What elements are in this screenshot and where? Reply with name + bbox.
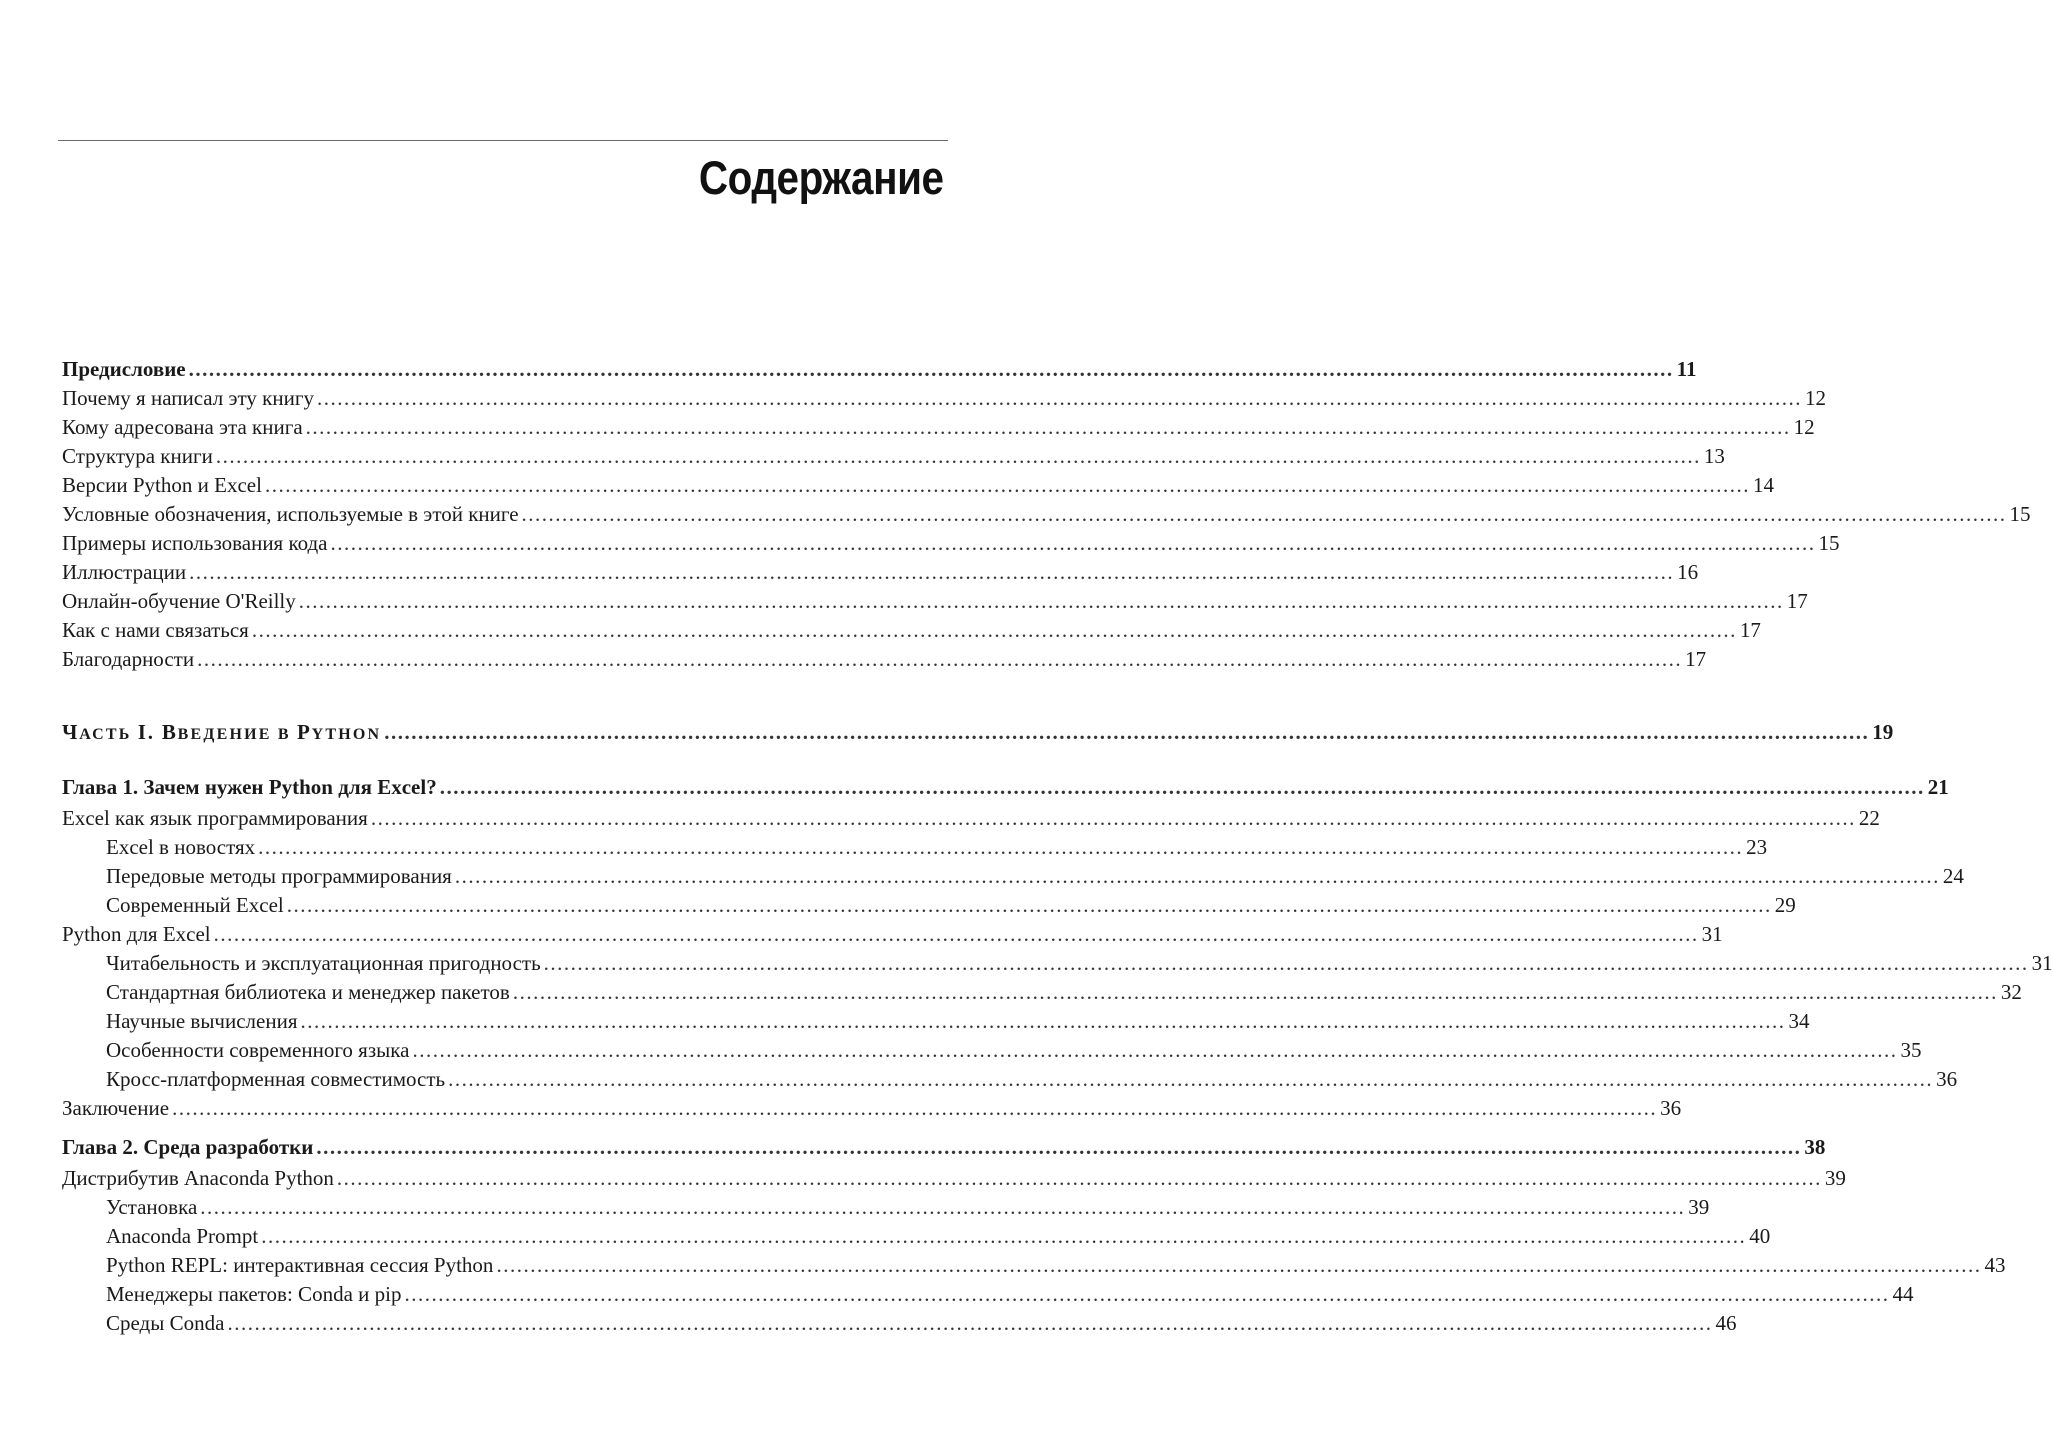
toc-entry-page: 16 xyxy=(1677,560,1699,584)
toc-entry-preface[interactable] xyxy=(62,355,1697,384)
toc-entry-title: Научные вычисления xyxy=(106,1009,298,1033)
toc-entry-title: Онлайн-обучение O'Reilly xyxy=(62,589,296,613)
dot-leader: ............................................................................................................................................................................................................................ xyxy=(330,531,1816,555)
toc-entry-title: Среды Conda xyxy=(106,1311,225,1335)
toc-entry-page: 14 xyxy=(1752,473,1774,497)
toc-entry-page: 43 xyxy=(1984,1253,2006,1277)
dot-leader: ............................................................................................................................................................................................................................ xyxy=(454,864,1940,888)
toc-entry-page: 17 xyxy=(1786,589,1808,613)
toc-entry-page: 38 xyxy=(1804,1135,1826,1159)
dot-leader: ............................................................................................................................................................................................................................ xyxy=(521,502,2007,526)
toc-entry-page: 39 xyxy=(1688,1195,1710,1219)
toc-entry-page: 36 xyxy=(1936,1067,1958,1091)
toc-entry-title: Предисловие xyxy=(62,357,186,381)
toc-entry-title: Excel как язык программирования xyxy=(62,806,368,830)
toc-entry-title: Дистрибутив Anaconda Python xyxy=(62,1166,334,1190)
dot-leader: ............................................................................................................................................................................................................................ xyxy=(261,1224,1747,1248)
toc-entry-title: Передовые методы программирования xyxy=(106,864,452,888)
dot-leader: ............................................................................................................................................................................................................................ xyxy=(336,1166,1822,1190)
toc-entry[interactable] xyxy=(62,1065,1958,1094)
toc-entry[interactable] xyxy=(62,1222,1771,1251)
toc-entry-page: 35 xyxy=(1900,1038,1922,1062)
toc-entry-chapter-2[interactable] xyxy=(62,1130,1826,1164)
toc-entry-page: 12 xyxy=(1804,386,1826,410)
toc-entry-page: 31 xyxy=(2031,951,2053,975)
toc-entry[interactable] xyxy=(62,529,1840,558)
toc-entry-title: Python REPL: интерактивная сессия Python xyxy=(106,1253,494,1277)
toc-entry-title: Стандартная библиотека и менеджер пакетов xyxy=(106,980,510,1004)
toc-entry-title: Современный Excel xyxy=(106,893,284,917)
toc-entry[interactable] xyxy=(62,891,1796,920)
toc-entry-title: Anaconda Prompt xyxy=(106,1224,259,1248)
dot-leader: ............................................................................................................................................................................................................................ xyxy=(227,1311,1713,1335)
toc-entry[interactable] xyxy=(62,920,1723,949)
dot-leader: ............................................................................................................................................................................................................................ xyxy=(264,473,1750,497)
toc-entry-page: 17 xyxy=(1685,647,1707,671)
toc-entry-page: 40 xyxy=(1749,1224,1771,1248)
toc-entry[interactable] xyxy=(62,1193,1710,1222)
dot-leader: ............................................................................................................................................................................................................................ xyxy=(251,618,1737,642)
toc-entry[interactable] xyxy=(62,616,1761,645)
toc-entry-title: Глава 1. Зачем нужен Python для Excel? xyxy=(62,775,437,799)
dot-leader: ............................................................................................................................................................................................................................ xyxy=(512,980,1998,1004)
toc-entry-title: Как с нами связаться xyxy=(62,618,249,642)
toc-entry[interactable] xyxy=(62,1036,1922,1065)
dot-leader: ............................................................................................................................................................................................................................ xyxy=(370,806,1856,830)
toc-entry[interactable] xyxy=(62,645,1707,674)
toc-entry-title: Кросс-платформенная совместимость xyxy=(106,1067,446,1091)
toc-entry-title: Особенности современного языка xyxy=(106,1038,410,1062)
toc-entry-title: Глава 2. Среда разработки xyxy=(62,1135,314,1159)
dot-leader: ............................................................................................................................................................................................................................ xyxy=(412,1038,1898,1062)
toc-entry-title: Иллюстрации xyxy=(62,560,187,584)
toc-entry-page: 32 xyxy=(2000,980,2022,1004)
dot-leader: ............................................................................................................................................................................................................................ xyxy=(298,589,1784,613)
dot-leader: ............................................................................................................................................................................................................................ xyxy=(496,1253,1982,1277)
toc-entry-page: 11 xyxy=(1676,357,1697,381)
dot-leader: ............................................................................................................................................................................................................................ xyxy=(197,647,1683,671)
dot-leader: ............................................................................................................................................................................................................................ xyxy=(384,720,1870,744)
toc-entry-page: 31 xyxy=(1701,922,1723,946)
toc-entry[interactable] xyxy=(62,862,1964,891)
dot-leader: ............................................................................................................................................................................................................................ xyxy=(215,444,1701,468)
dot-leader: ............................................................................................................................................................................................................................ xyxy=(316,1135,1802,1159)
toc-entry-title: Заключение xyxy=(62,1096,170,1120)
toc-entry-title: Python для Excel xyxy=(62,922,211,946)
toc-entry-page: 29 xyxy=(1774,893,1796,917)
toc-entry-title: Почему я написал эту книгу xyxy=(62,386,314,410)
toc-entry-page: 34 xyxy=(1788,1009,1810,1033)
toc-entry[interactable] xyxy=(62,1094,1682,1123)
toc-entry-title: Менеджеры пакетов: Conda и pip xyxy=(106,1282,402,1306)
table-of-contents xyxy=(62,355,2053,1338)
dot-leader: ............................................................................................................................................................................................................................ xyxy=(188,357,1674,381)
toc-entry-part-1[interactable] xyxy=(62,715,1894,749)
dot-leader: ............................................................................................................................................................................................................................ xyxy=(448,1067,1934,1091)
dot-leader: ............................................................................................................................................................................................................................ xyxy=(189,560,1675,584)
toc-entry-page: 23 xyxy=(1746,835,1768,859)
dot-leader: ............................................................................................................................................................................................................................ xyxy=(439,775,1925,799)
toc-entry-page: 19 xyxy=(1872,720,1894,744)
toc-entry-page: 46 xyxy=(1715,1311,1737,1335)
toc-entry-title: Версии Python и Excel xyxy=(62,473,262,497)
toc-entry-page: 24 xyxy=(1942,864,1964,888)
toc-entry-page: 39 xyxy=(1824,1166,1846,1190)
dot-leader: ............................................................................................................................................................................................................................ xyxy=(213,922,1699,946)
toc-entry-title: Благодарности xyxy=(62,647,195,671)
toc-entry-page: 44 xyxy=(1892,1282,1914,1306)
toc-entry-title: Условные обозначения, используемые в этой книге xyxy=(62,502,519,526)
toc-entry[interactable] xyxy=(62,949,2053,978)
toc-entry-title: Установка xyxy=(106,1195,198,1219)
toc-entry[interactable] xyxy=(62,1007,1810,1036)
toc-entry-page: 12 xyxy=(1793,415,1815,439)
toc-entry[interactable] xyxy=(62,442,1725,471)
toc-entry-page: 21 xyxy=(1927,775,1949,799)
page-title: Содержание xyxy=(699,151,944,204)
dot-leader: ............................................................................................................................................................................................................................ xyxy=(300,1009,1786,1033)
toc-entry[interactable] xyxy=(62,1164,1846,1193)
dot-leader: ............................................................................................................................................................................................................................ xyxy=(316,386,1802,410)
toc-entry-page: 13 xyxy=(1703,444,1725,468)
toc-entry-title: Читабельность и эксплуатационная пригодность xyxy=(106,951,541,975)
toc-entry-title: Примеры использования кода xyxy=(62,531,328,555)
dot-leader: ............................................................................................................................................................................................................................ xyxy=(543,951,2029,975)
toc-entry[interactable] xyxy=(62,804,1880,833)
dot-leader: ............................................................................................................................................................................................................................ xyxy=(172,1096,1658,1120)
toc-entry[interactable] xyxy=(62,587,1808,616)
toc-entry[interactable] xyxy=(62,500,2031,529)
dot-leader: ............................................................................................................................................................................................................................ xyxy=(286,893,1772,917)
toc-entry[interactable] xyxy=(62,833,1768,862)
toc-entry[interactable] xyxy=(62,471,1774,500)
dot-leader: ............................................................................................................................................................................................................................ xyxy=(305,415,1791,439)
toc-entry[interactable] xyxy=(62,413,1815,442)
toc-entry-page: 22 xyxy=(1858,806,1880,830)
toc-entry[interactable] xyxy=(62,384,1826,413)
toc-entry-page: 15 xyxy=(2009,502,2031,526)
toc-entry-page: 36 xyxy=(1660,1096,1682,1120)
toc-entry-title: Excel в новостях xyxy=(106,835,256,859)
toc-entry-title: Структура книги xyxy=(62,444,213,468)
dot-leader: ............................................................................................................................................................................................................................ xyxy=(200,1195,1686,1219)
toc-entry-title: ЧАСТЬ I. ВВЕДЕНИЕ В PYTHON xyxy=(62,720,382,744)
toc-entry[interactable] xyxy=(62,978,2022,1007)
dot-leader: ............................................................................................................................................................................................................................ xyxy=(404,1282,1890,1306)
toc-entry-chapter-1[interactable] xyxy=(62,770,1949,804)
toc-entry[interactable] xyxy=(62,558,1699,587)
toc-entry[interactable] xyxy=(62,1309,1737,1338)
toc-entry[interactable] xyxy=(62,1251,2006,1280)
toc-entry-page: 15 xyxy=(1818,531,1840,555)
toc-entry[interactable] xyxy=(62,1280,1914,1309)
dot-leader: ............................................................................................................................................................................................................................ xyxy=(258,835,1744,859)
toc-entry-title: Кому адресована эта книга xyxy=(62,415,303,439)
header-rule xyxy=(58,140,948,141)
toc-entry-page: 17 xyxy=(1739,618,1761,642)
